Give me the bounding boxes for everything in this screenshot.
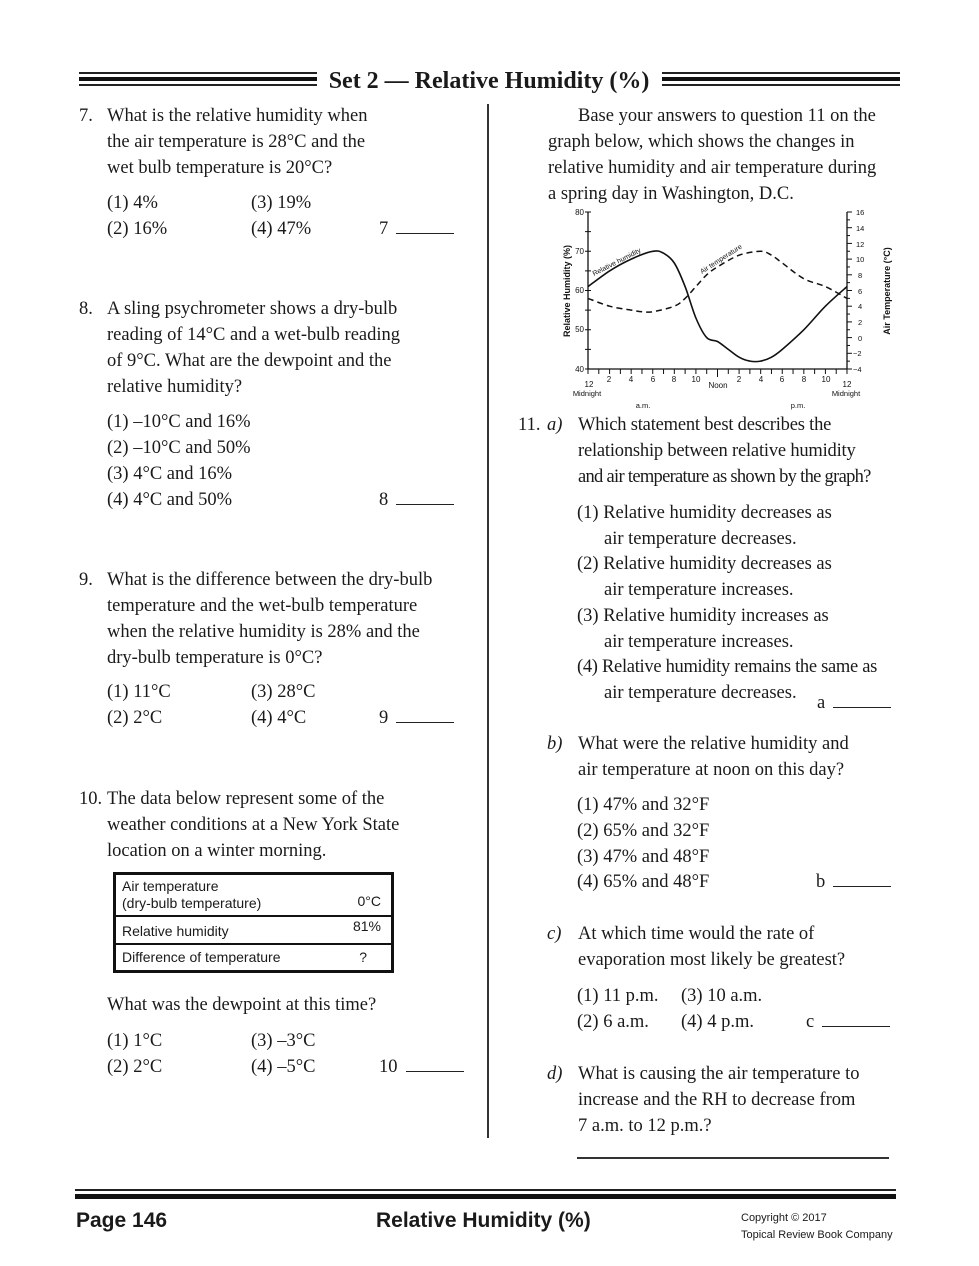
question-text-line: What is the relative humidity when xyxy=(107,106,368,126)
answer-label: 7 xyxy=(379,219,389,239)
svg-text:6: 6 xyxy=(779,375,785,384)
footer-title: Relative Humidity (%) xyxy=(376,1209,591,1232)
svg-text:8: 8 xyxy=(858,271,863,280)
q11c-answer-blank[interactable] xyxy=(806,1009,890,1035)
question-text-line: temperature and the wet-bulb temperature xyxy=(107,596,418,616)
q11c-option-2[interactable]: (2) 6 a.m. xyxy=(577,1012,649,1032)
question-text-line: weather conditions at a New York State xyxy=(107,815,400,835)
question-text-line: of 9°C. What are the dewpoint and the xyxy=(107,351,392,371)
graph-intro xyxy=(548,103,908,207)
q10-option-4[interactable]: (4) –5°C xyxy=(251,1057,316,1077)
q10-option-3[interactable]: (3) –3°C xyxy=(251,1031,316,1051)
svg-text:40: 40 xyxy=(575,365,584,374)
copyright-line: Copyright © 2017 xyxy=(741,1212,827,1224)
intro-line: graph below, which shows the changes in xyxy=(548,132,855,152)
part-label: a) xyxy=(547,415,563,435)
svg-text:8: 8 xyxy=(801,375,807,384)
question-text-line: evaporation most likely be greatest? xyxy=(578,950,846,970)
svg-text:2: 2 xyxy=(606,375,612,384)
q10-option-2[interactable]: (2) 2°C xyxy=(107,1057,163,1077)
q11a-option-2[interactable] xyxy=(577,551,832,603)
answer-label: a xyxy=(817,693,826,713)
answer-label: 8 xyxy=(379,490,389,510)
q8-option-1[interactable]: (1) –10°C and 16% xyxy=(107,412,251,432)
question-text-line: when the relative humidity is 28% and the xyxy=(107,622,420,642)
question-text-line: The data below represent some of the xyxy=(107,789,385,809)
svg-text:12: 12 xyxy=(842,380,852,389)
answer-label: 9 xyxy=(379,708,389,728)
svg-text:6: 6 xyxy=(650,375,656,384)
publisher-line: Topical Review Book Company xyxy=(741,1229,893,1241)
q11a-option-3[interactable] xyxy=(577,603,829,655)
option-line: (4) Relative humidity remains the same as xyxy=(577,657,878,677)
row-label: Air temperature xyxy=(122,878,219,894)
svg-text:2: 2 xyxy=(858,318,863,327)
relative-humidity-line xyxy=(588,251,847,362)
question-text-line: A sling psychrometer shows a dry-bulb xyxy=(107,299,398,319)
q11b-option-2[interactable]: (2) 65% and 32°F xyxy=(577,821,710,841)
q11a-option-1[interactable] xyxy=(577,500,832,552)
question-text-line: relative humidity? xyxy=(107,377,243,397)
svg-text:10: 10 xyxy=(691,375,701,384)
q7-option-4[interactable]: (4) 47% xyxy=(251,219,312,239)
question-text-line: the air temperature is 28°C and the xyxy=(107,132,366,152)
q8-option-4[interactable]: (4) 4°C and 50% xyxy=(107,490,233,510)
table-row xyxy=(116,875,391,917)
question-number: 10. xyxy=(79,789,103,809)
svg-text:−2: −2 xyxy=(853,349,862,358)
q10-answer-blank[interactable] xyxy=(379,1054,464,1080)
column-divider xyxy=(487,104,489,1138)
row-value: 0°C xyxy=(357,893,381,909)
intro-line: relative humidity and air temperature during xyxy=(548,158,877,178)
question-number: 8. xyxy=(79,299,93,319)
option-line: (1) Relative humidity decreases as xyxy=(577,503,832,523)
svg-text:Air Temperature (°C): Air Temperature (°C) xyxy=(882,247,892,335)
footer-rule xyxy=(75,1189,896,1201)
q9-option-4[interactable]: (4) 4°C xyxy=(251,708,307,728)
svg-text:4: 4 xyxy=(858,302,863,311)
answer-line[interactable] xyxy=(396,487,454,505)
q7-option-1[interactable]: (1) 4% xyxy=(107,193,158,213)
svg-text:4: 4 xyxy=(628,375,634,384)
q10-option-1[interactable]: (1) 1°C xyxy=(107,1031,163,1051)
question-text-line: What were the relative humidity and xyxy=(578,734,849,754)
q11c-option-1[interactable]: (1) 11 p.m. xyxy=(577,986,659,1006)
answer-line[interactable] xyxy=(822,1009,890,1027)
q9-option-1[interactable]: (1) 11°C xyxy=(107,682,171,702)
question-text-line: At which time would the rate of xyxy=(578,924,815,944)
svg-text:14: 14 xyxy=(856,224,865,233)
question-number: 11. xyxy=(518,415,541,435)
table-row xyxy=(116,917,391,945)
svg-text:4: 4 xyxy=(758,375,764,384)
header-rule-left xyxy=(79,72,317,86)
option-line: (3) Relative humidity increases as xyxy=(577,606,829,626)
answer-line[interactable] xyxy=(396,216,454,234)
svg-text:12: 12 xyxy=(584,380,594,389)
question-text-line: location on a winter morning. xyxy=(107,841,327,861)
svg-text:50: 50 xyxy=(575,325,584,334)
q8-option-2[interactable]: (2) –10°C and 50% xyxy=(107,438,251,458)
svg-text:60: 60 xyxy=(575,286,584,295)
q11b-option-4[interactable]: (4) 65% and 48°F xyxy=(577,872,710,892)
part-label: b) xyxy=(547,734,563,754)
question-text-line: 7 a.m. to 12 p.m.? xyxy=(578,1116,712,1136)
answer-line[interactable] xyxy=(396,705,454,723)
q11c-option-3[interactable]: (3) 10 a.m. xyxy=(681,986,763,1006)
temp-curve-label: Air temperature xyxy=(699,243,744,276)
svg-text:10: 10 xyxy=(821,375,831,384)
question-text-line: reading of 14°C and a wet-bulb reading xyxy=(107,325,401,345)
svg-text:8: 8 xyxy=(671,375,677,384)
question-text-line: What is the difference between the dry-bulb xyxy=(107,570,433,590)
svg-text:a.m.: a.m. xyxy=(635,401,651,410)
answer-label: c xyxy=(806,1012,815,1032)
row-label: Relative humidity xyxy=(122,923,229,939)
svg-text:Midnight: Midnight xyxy=(831,389,861,398)
q8-option-3[interactable]: (3) 4°C and 16% xyxy=(107,464,233,484)
svg-text:−4: −4 xyxy=(853,365,862,374)
q7-option-2[interactable]: (2) 16% xyxy=(107,219,168,239)
part-label: d) xyxy=(547,1064,563,1084)
row-label: Difference of temperature xyxy=(122,949,281,965)
intro-line: Base your answers to question 11 on the xyxy=(578,106,876,126)
table-row xyxy=(116,945,391,971)
answer-label: 10 xyxy=(379,1057,398,1077)
part-label: c) xyxy=(547,924,562,944)
q11d-answer-line[interactable] xyxy=(577,1157,889,1159)
option-line: air temperature decreases. xyxy=(604,683,797,703)
page-title: Set 2 — Relative Humidity (%) xyxy=(328,68,650,94)
q9-option-3[interactable]: (3) 28°C xyxy=(251,682,316,702)
q8-answer-blank[interactable] xyxy=(379,487,454,513)
header-rule-right xyxy=(662,72,900,86)
q11c-option-4[interactable]: (4) 4 p.m. xyxy=(681,1012,754,1032)
svg-text:Noon: Noon xyxy=(708,381,728,390)
copyright xyxy=(741,1210,893,1244)
option-line: air temperature increases. xyxy=(604,632,794,652)
svg-text:p.m.: p.m. xyxy=(790,401,806,410)
question-text-line: relationship between relative humidity xyxy=(578,441,856,461)
question-text-line: What is causing the air temperature to xyxy=(578,1064,860,1084)
svg-text:Midnight: Midnight xyxy=(572,389,602,398)
option-line: air temperature increases. xyxy=(604,580,794,600)
svg-text:70: 70 xyxy=(575,247,584,256)
answer-line[interactable] xyxy=(833,690,891,708)
question-text-line: dry-bulb temperature is 0°C? xyxy=(107,648,323,668)
q11a-answer-blank[interactable] xyxy=(817,690,891,716)
question-text-line: and air temperature as shown by the graph? xyxy=(578,467,871,487)
question-text-line: air temperature at noon on this day? xyxy=(578,760,845,780)
svg-text:16: 16 xyxy=(856,208,865,217)
q10-followup: What was the dewpoint at this time? xyxy=(107,995,377,1015)
svg-text:Relative Humidity (%): Relative Humidity (%) xyxy=(562,244,572,338)
q9-option-2[interactable]: (2) 2°C xyxy=(107,708,163,728)
intro-line: a spring day in Washington, D.C. xyxy=(548,184,794,204)
option-line: air temperature decreases. xyxy=(604,529,797,549)
svg-text:12: 12 xyxy=(856,240,865,249)
svg-text:2: 2 xyxy=(736,375,742,384)
svg-text:6: 6 xyxy=(858,287,863,296)
row-label: (dry-bulb temperature) xyxy=(122,895,262,911)
svg-text:0: 0 xyxy=(858,334,863,343)
question-text-line: wet bulb temperature is 20°C? xyxy=(107,158,333,178)
question-text-line: increase and the RH to decrease from xyxy=(578,1090,856,1110)
svg-text:10: 10 xyxy=(856,255,865,264)
option-line: (2) Relative humidity decreases as xyxy=(577,554,832,574)
page-number: Page 146 xyxy=(76,1209,168,1232)
humidity-temperature-chart xyxy=(540,200,900,415)
question-number: 9. xyxy=(79,570,93,590)
answer-line[interactable] xyxy=(406,1054,464,1072)
question-number: 7. xyxy=(79,106,93,126)
answer-line[interactable] xyxy=(833,869,891,887)
q9-answer-blank[interactable] xyxy=(379,705,454,731)
q7-answer-blank[interactable] xyxy=(379,216,454,242)
q11b-option-1[interactable]: (1) 47% and 32°F xyxy=(577,795,710,815)
weather-data-table xyxy=(113,872,394,973)
question-text-line: Which statement best describes the xyxy=(578,415,832,435)
answer-label: b xyxy=(816,872,826,892)
q11b-option-3[interactable]: (3) 47% and 48°F xyxy=(577,847,710,867)
rh-curve-label: Relative humidity xyxy=(591,247,643,278)
q11b-answer-blank[interactable] xyxy=(816,869,891,895)
svg-text:80: 80 xyxy=(575,208,584,217)
row-value: 81% xyxy=(352,918,381,934)
row-value: ? xyxy=(359,949,367,965)
q7-option-3[interactable]: (3) 19% xyxy=(251,193,312,213)
